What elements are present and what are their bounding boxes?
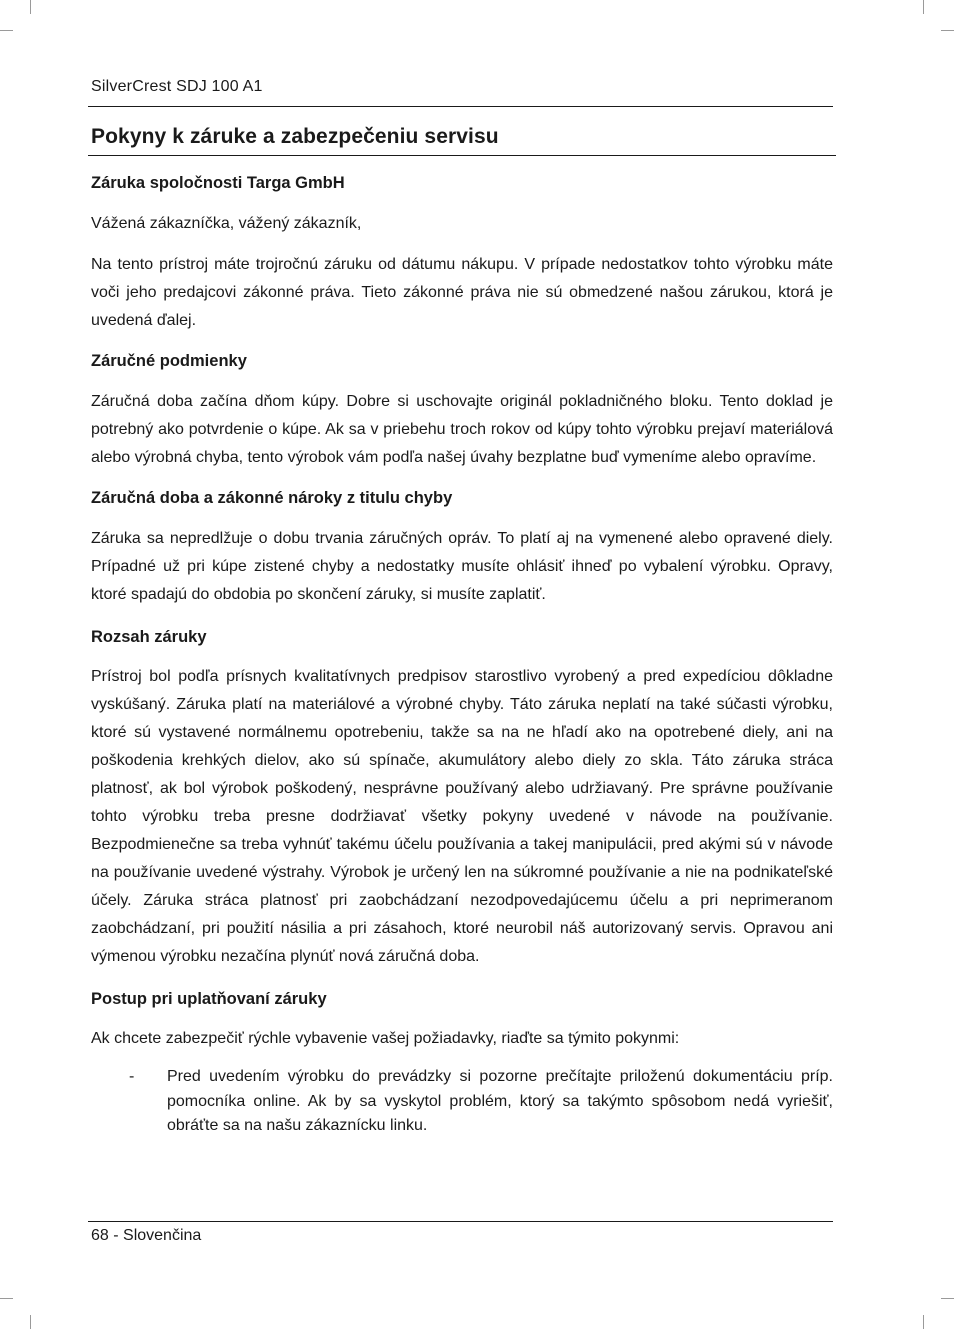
list-item (91, 1065, 833, 1139)
section-heading-targa: Záruka spoločnosti Targa GmbH (91, 174, 345, 192)
title-rule (88, 155, 836, 156)
crop-mark (0, 1298, 13, 1299)
crop-mark (30, 0, 31, 14)
intro-paragraph: Na tento prístroj máte trojročnú záruku od dátumu nákupu. V prípade nedostatkov tohto výrobku máte voči jeho predajcovi zákonné práva. Tieto zákonné práva nie sú obmedzené našou zárukou, ktorá je uvedená ďalej. (91, 256, 833, 329)
footer-rule (88, 1221, 833, 1222)
crop-mark (30, 1315, 31, 1329)
crop-mark (941, 30, 954, 31)
document-body (91, 169, 833, 1139)
salutation: Vážená zákazníčka, vážený zákazník, (91, 215, 362, 232)
bullet-marker: - (129, 1068, 135, 1085)
section-heading-conditions: Záručné podmienky (91, 352, 247, 370)
page-footer: 68 - Slovenčina (91, 1227, 202, 1244)
section-heading-scope: Rozsah záruky (91, 628, 207, 646)
period-paragraph: Záruka sa nepredlžuje o dobu trvania záručných opráv. To platí aj na vymenené alebo opravené diely. Prípadné už pri kúpe zistené chyby a nedostatky musíte ohlásiť ihneď po vybalení výrobku. Opravy, ktoré spadajú do obdobia po skončení záruky, si musíte zaplatiť. (91, 530, 833, 603)
conditions-paragraph: Záručná doba začína dňom kúpy. Dobre si uschovajte originál pokladničného bloku. Tento doklad je potrebný ako potvrdenie o kúpe. Ak sa v priebehu troch rokov od kúpy tohto výrobku prejaví materiálová alebo výrobná chyba, tento výrobok vám podľa našej úvahy bezplatne buď vymeníme alebo opravíme. (91, 393, 833, 466)
scope-paragraph: Prístroj bol podľa prísnych kvalitatívnych predpisov starostlivo vyrobený a pred expedíciou dôkladne vyskúšaný. Záruka platí na materiálové a výrobné chyby. Táto záruka neplatí na také súčasti výrobku, ktoré sú vystavené normálnemu opotrebeniu, takže sa na ne hľadí ako na opotrebené diely, ani na poškodenia krehkých dielov, ako sú spínače, akumulátory alebo diely zo skla. Táto záruka stráca platnosť, ak bol výrobok poškodený, nesprávne používaný alebo udržiavaný. Pre správne používanie tohto výrobku treba presne dodržiavať všetky pokyny uvedené v návode na používanie. Bezpodmienečne sa treba vyhnúť takému účelu používania a takej manipulácii, pred akými sú v návode na používanie uvedené výstrahy. Výrobok je určený len na súkromné používanie a nie na podnikateľské účely. Záruka stráca platnosť pri zaobchádzaní nezodpovedajúcemu účelu a pri neprimeranom zaobchádzaní, pri použití násilia a pri zásahoch, ktoré neurobil náš autorizovaný servis. Opravou ani výmenou výrobku nezačína plynúť nová záručná doba. (91, 668, 833, 965)
crop-mark (0, 30, 13, 31)
section-heading-procedure: Postup pri uplatňovaní záruky (91, 990, 327, 1008)
page-title: Pokyny k záruke a zabezpečeniu servisu (91, 125, 499, 148)
procedure-paragraph: Ak chcete zabezpečiť rýchle vybavenie vašej požiadavky, riaďte sa týmito pokynmi: (91, 1030, 680, 1047)
section-heading-period: Záručná doba a zákonné nároky z titulu chyby (91, 489, 453, 507)
crop-mark (923, 1315, 924, 1329)
crop-mark (923, 0, 924, 14)
bullet-text: Pred uvedením výrobku do prevádzky si pozorne prečítajte priloženú dokumentáciu príp. pomocníka online. Ak by sa vyskytol problém, ktorý sa takýmto spôsobom nedá vyriešiť, obráťte sa na našu zákaznícku linku. (167, 1068, 833, 1134)
running-header: SilverCrest SDJ 100 A1 (91, 78, 263, 95)
header-rule (88, 106, 833, 107)
crop-mark (941, 1298, 954, 1299)
